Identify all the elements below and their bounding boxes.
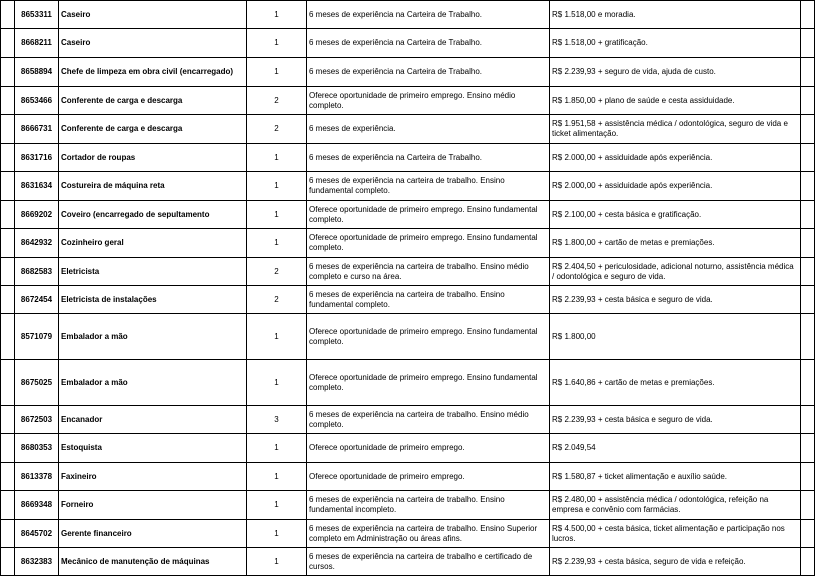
job-requirements: 6 meses de experiência na carteira de trabalho. Ensino médio completo. [307, 406, 550, 434]
table-row [1, 314, 815, 360]
salary-benefits: R$ 1.518,00 + gratificação. [550, 29, 801, 58]
vacancy-quantity: 1 [247, 314, 307, 360]
row-margin-left [1, 434, 15, 463]
job-title: Eletricista de instalações [59, 286, 247, 314]
salary-benefits: R$ 2.239,93 + cesta básica, seguro de vida e refeição. [550, 548, 801, 576]
row-margin-left [1, 58, 15, 87]
table-row [1, 520, 815, 548]
job-title: Chefe de limpeza em obra civil (encarregado) [59, 58, 247, 87]
job-requirements: 6 meses de experiência na carteira de trabalho. Ensino Superior completo em Administração ou áreas afins. [307, 520, 550, 548]
vacancy-code: 8672503 [15, 406, 59, 434]
job-requirements: 6 meses de experiência na carteira de trabalho. Ensino médio completo e curso na área. [307, 258, 550, 286]
vacancy-code: 8672454 [15, 286, 59, 314]
row-margin-left [1, 463, 15, 491]
row-margin-left [1, 314, 15, 360]
salary-benefits: R$ 1.640,86 + cartão de metas e premiações. [550, 360, 801, 406]
row-margin-right [801, 1, 815, 29]
job-title: Mecânico de manutenção de máquinas [59, 548, 247, 576]
salary-benefits: R$ 1.800,00 + cartão de metas e premiações. [550, 229, 801, 258]
vacancy-quantity: 1 [247, 29, 307, 58]
row-margin-right [801, 258, 815, 286]
row-margin-right [801, 201, 815, 229]
table-row [1, 258, 815, 286]
job-requirements: Oferece oportunidade de primeiro emprego. Ensino médio completo. [307, 87, 550, 115]
row-margin-right [801, 286, 815, 314]
table-row [1, 58, 815, 87]
job-requirements: 6 meses de experiência na carteira de trabalho. Ensino fundamental completo. [307, 286, 550, 314]
job-title: Eletricista [59, 258, 247, 286]
vacancy-quantity: 2 [247, 286, 307, 314]
vacancy-code: 8571079 [15, 314, 59, 360]
row-margin-left [1, 520, 15, 548]
job-title: Caseiro [59, 1, 247, 29]
row-margin-left [1, 1, 15, 29]
row-margin-left [1, 201, 15, 229]
vacancy-quantity: 1 [247, 1, 307, 29]
job-title: Forneiro [59, 491, 247, 520]
salary-benefits: R$ 2.049,54 [550, 434, 801, 463]
salary-benefits: R$ 2.239,93 + cesta básica e seguro de vida. [550, 406, 801, 434]
salary-benefits: R$ 1.800,00 [550, 314, 801, 360]
job-requirements: 6 meses de experiência. [307, 115, 550, 144]
vacancy-code: 8631634 [15, 172, 59, 201]
vacancy-code: 8669202 [15, 201, 59, 229]
vacancy-code: 8632383 [15, 548, 59, 576]
job-title: Faxineiro [59, 463, 247, 491]
vacancy-code: 8675025 [15, 360, 59, 406]
row-margin-left [1, 229, 15, 258]
job-title: Cozinheiro geral [59, 229, 247, 258]
vacancy-quantity: 1 [247, 548, 307, 576]
table-row [1, 29, 815, 58]
vacancy-quantity: 1 [247, 229, 307, 258]
salary-benefits: R$ 4.500,00 + cesta básica, ticket alimentação e participação nos lucros. [550, 520, 801, 548]
vacancy-quantity: 2 [247, 115, 307, 144]
row-margin-right [801, 58, 815, 87]
table-row [1, 201, 815, 229]
row-margin-right [801, 463, 815, 491]
table-row [1, 491, 815, 520]
table-row [1, 115, 815, 144]
row-margin-left [1, 491, 15, 520]
vacancy-quantity: 1 [247, 58, 307, 87]
vacancy-quantity: 1 [247, 434, 307, 463]
vacancy-quantity: 1 [247, 201, 307, 229]
job-title: Coveiro (encarregado de sepultamento [59, 201, 247, 229]
salary-benefits: R$ 1.518,00 e moradia. [550, 1, 801, 29]
vacancy-code: 8653311 [15, 1, 59, 29]
vacancy-quantity: 1 [247, 360, 307, 406]
row-margin-left [1, 115, 15, 144]
row-margin-right [801, 229, 815, 258]
salary-benefits: R$ 1.580,87 + ticket alimentação e auxílio saúde. [550, 463, 801, 491]
vacancy-code: 8642932 [15, 229, 59, 258]
vacancy-code: 8645702 [15, 520, 59, 548]
row-margin-right [801, 144, 815, 172]
job-title: Caseiro [59, 29, 247, 58]
job-requirements: 6 meses de experiência na carteira de trabalho e certificado de cursos. [307, 548, 550, 576]
table-row [1, 463, 815, 491]
vacancy-quantity: 1 [247, 520, 307, 548]
row-margin-left [1, 406, 15, 434]
row-margin-right [801, 115, 815, 144]
table-row [1, 87, 815, 115]
row-margin-left [1, 258, 15, 286]
vacancy-code: 8658894 [15, 58, 59, 87]
row-margin-right [801, 87, 815, 115]
vacancy-code: 8631716 [15, 144, 59, 172]
row-margin-right [801, 29, 815, 58]
row-margin-left [1, 144, 15, 172]
row-margin-right [801, 172, 815, 201]
vacancy-code: 8682583 [15, 258, 59, 286]
salary-benefits: R$ 1.951,58 + assistência médica / odontológica, seguro de vida e ticket alimentação. [550, 115, 801, 144]
job-requirements: 6 meses de experiência na carteira de trabalho. Ensino fundamental completo. [307, 172, 550, 201]
row-margin-right [801, 548, 815, 576]
vacancy-quantity: 1 [247, 172, 307, 201]
job-title: Encanador [59, 406, 247, 434]
job-requirements: Oferece oportunidade de primeiro emprego. [307, 463, 550, 491]
job-title: Gerente financeiro [59, 520, 247, 548]
vacancy-quantity: 1 [247, 463, 307, 491]
vacancy-code: 8669348 [15, 491, 59, 520]
table-row [1, 548, 815, 576]
salary-benefits: R$ 2.000,00 + assiduidade após experiência. [550, 172, 801, 201]
salary-benefits: R$ 2.480,00 + assistência médica / odontológica, refeição na empresa e convênio com farmácias. [550, 491, 801, 520]
vacancy-quantity: 1 [247, 491, 307, 520]
vacancy-code: 8666731 [15, 115, 59, 144]
job-title: Conferente de carga e descarga [59, 115, 247, 144]
table-row [1, 406, 815, 434]
job-requirements: 6 meses de experiência na Carteira de Trabalho. [307, 144, 550, 172]
table-row [1, 286, 815, 314]
row-margin-right [801, 491, 815, 520]
vacancy-quantity: 1 [247, 144, 307, 172]
job-requirements: 6 meses de experiência na Carteira de Trabalho. [307, 29, 550, 58]
vacancy-quantity: 3 [247, 406, 307, 434]
job-title: Embalador a mão [59, 314, 247, 360]
row-margin-right [801, 520, 815, 548]
job-title: Embalador a mão [59, 360, 247, 406]
job-title: Estoquista [59, 434, 247, 463]
table-row [1, 1, 815, 29]
job-title: Cortador de roupas [59, 144, 247, 172]
salary-benefits: R$ 2.000,00 + assiduidade após experiência. [550, 144, 801, 172]
salary-benefits: R$ 2.404,50 + periculosidade, adicional noturno, assistência médica / odontológica e seguro de vida. [550, 258, 801, 286]
job-requirements: 6 meses de experiência na carteira de trabalho. Ensino fundamental incompleto. [307, 491, 550, 520]
row-margin-left [1, 87, 15, 115]
job-requirements: Oferece oportunidade de primeiro emprego. Ensino fundamental completo. [307, 314, 550, 360]
table-row [1, 434, 815, 463]
job-requirements: Oferece oportunidade de primeiro emprego. [307, 434, 550, 463]
job-requirements: Oferece oportunidade de primeiro emprego. Ensino fundamental completo. [307, 201, 550, 229]
vacancy-code: 8680353 [15, 434, 59, 463]
job-title: Conferente de carga e descarga [59, 87, 247, 115]
job-requirements: Oferece oportunidade de primeiro emprego. Ensino fundamental completo. [307, 360, 550, 406]
row-margin-right [801, 434, 815, 463]
vacancy-code: 8668211 [15, 29, 59, 58]
vacancy-code: 8653466 [15, 87, 59, 115]
row-margin-left [1, 360, 15, 406]
row-margin-right [801, 314, 815, 360]
row-margin-left [1, 172, 15, 201]
table-row [1, 144, 815, 172]
vacancy-code: 8613378 [15, 463, 59, 491]
job-title: Costureira de máquina reta [59, 172, 247, 201]
job-requirements: 6 meses de experiência na Carteira de Trabalho. [307, 1, 550, 29]
job-requirements: Oferece oportunidade de primeiro emprego. Ensino fundamental completo. [307, 229, 550, 258]
vacancy-quantity: 2 [247, 87, 307, 115]
row-margin-right [801, 406, 815, 434]
salary-benefits: R$ 1.850,00 + plano de saúde e cesta assiduidade. [550, 87, 801, 115]
table-row [1, 229, 815, 258]
job-listings-body [1, 1, 815, 576]
row-margin-right [801, 360, 815, 406]
row-margin-left [1, 29, 15, 58]
row-margin-left [1, 548, 15, 576]
job-requirements: 6 meses de experiência na Carteira de Trabalho. [307, 58, 550, 87]
vacancy-quantity: 2 [247, 258, 307, 286]
table-row [1, 172, 815, 201]
salary-benefits: R$ 2.239,93 + cesta básica e seguro de vida. [550, 286, 801, 314]
salary-benefits: R$ 2.239,93 + seguro de vida, ajuda de custo. [550, 58, 801, 87]
salary-benefits: R$ 2.100,00 + cesta básica e gratificação. [550, 201, 801, 229]
row-margin-left [1, 286, 15, 314]
table-row [1, 360, 815, 406]
